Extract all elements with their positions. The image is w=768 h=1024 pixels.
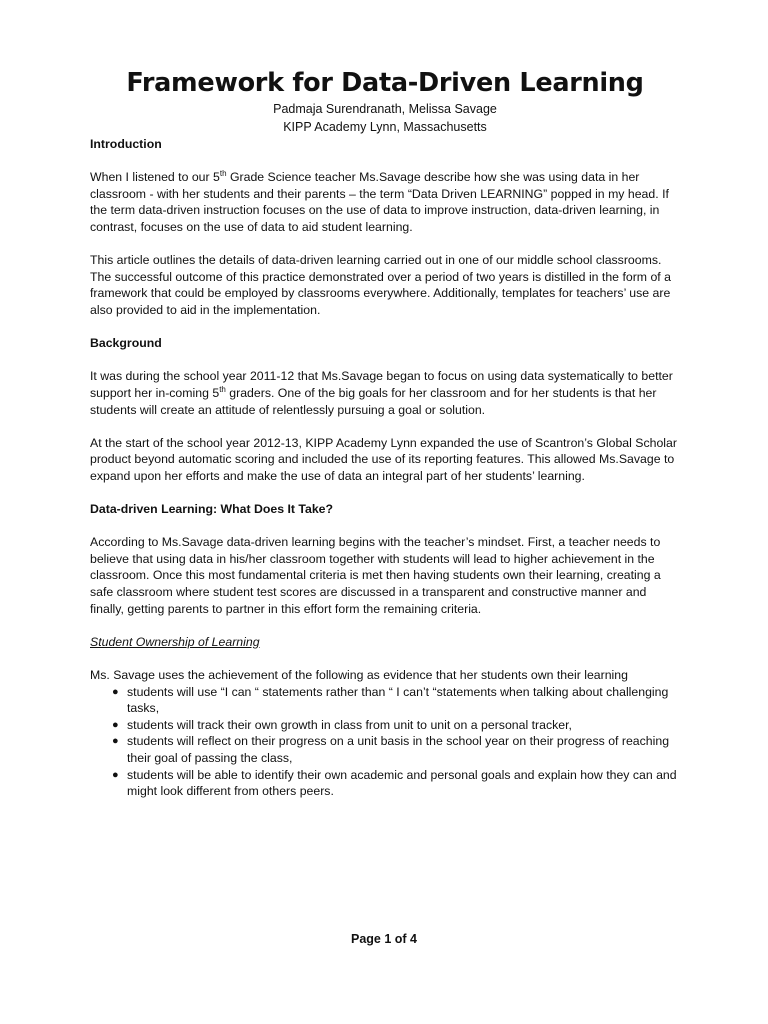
document-page	[90, 66, 680, 800]
bullet-icon: ●	[112, 768, 119, 781]
what-it-takes-paragraph: According to Ms.Savage data-driven learning begins with the teacher’s mindset. First, a teacher needs to believe that using data in his/her classroom together with students will lead to higher achievement in the classroom. Once this most fundamental criteria is met then having students own their learning, creating a safe classroom where student test scores are discussed in a transparent and constructive manner and finally, getting parents to partner in this effort form the remaining criteria.	[90, 535, 661, 616]
authors: Padmaja Surendranath, Melissa Savage	[273, 102, 497, 116]
background-paragraph-1: It was during the school year 2011-12 that Ms.Savage began to focus on using data systematically to better support her in-coming 5th graders. One of the big goals for her classroom and for her students is that her students will create an attitude of relentlessly pursuing a goal or solution.	[90, 369, 673, 417]
ownership-heading: Student Ownership of Learning	[90, 634, 260, 649]
background-paragraph-2: At the start of the school year 2012-13, KIPP Academy Lynn expanded the use of Scantron’s Global Scholar product beyond automatic scoring and included the use of its reporting features. This allowed Ms.Savage to expand upon her efforts and make the use of data an integral part of her students’ learning.	[90, 435, 677, 483]
list-item: ● students will track their own growth in class from unit to unit on a personal tracker,	[112, 717, 572, 732]
ownership-intro: Ms. Savage uses the achievement of the following as evidence that her students own their learning	[90, 668, 628, 682]
introduction-paragraph-2: This article outlines the details of data-driven learning carried out in one of our middle school classrooms. The successful outcome of this practice demonstrated over a period of two years is distilled in the form of a framework that could be employed by classrooms everywhere. Additionally, templates for teachers’ use are also provided to aid in the implementation.	[90, 253, 671, 317]
document-title: Framework for Data-Driven Learning	[126, 68, 644, 98]
ownership-bullet-list	[90, 684, 680, 800]
bullet-icon: ●	[112, 718, 119, 731]
affiliation: KIPP Academy Lynn, Massachusetts	[283, 120, 487, 134]
page-number-footer: Page 1 of 4	[351, 932, 417, 946]
what-it-takes-heading: Data-driven Learning: What Does It Take?	[90, 502, 334, 517]
introduction-paragraph-1: When I listened to our 5th Grade Science teacher Ms.Savage describe how she was using data in her classroom - with her students and their parents – the term “Data Driven LEARNING” popped in my head. If the term data-driven instruction focuses on the use of data to improve instruction, data-driven learning, in contrast, focuses on the use of data to aid student learning.	[90, 169, 669, 234]
background-heading: Background	[90, 336, 162, 351]
introduction-heading: Introduction	[90, 137, 162, 151]
bullet-icon: ●	[112, 685, 119, 698]
list-item: ● students will use “I can “ statements rather than “ I can’t “statements when talking about challenging tasks,	[112, 684, 669, 716]
list-item: ● students will reflect on their progress on a unit basis in the school year on their progress of reaching their goal of passing the class,	[112, 734, 670, 765]
bullet-icon: ●	[112, 735, 119, 748]
list-item: ● students will be able to identify their own academic and personal goals and explain how they can and might look different from others peers.	[112, 767, 677, 799]
